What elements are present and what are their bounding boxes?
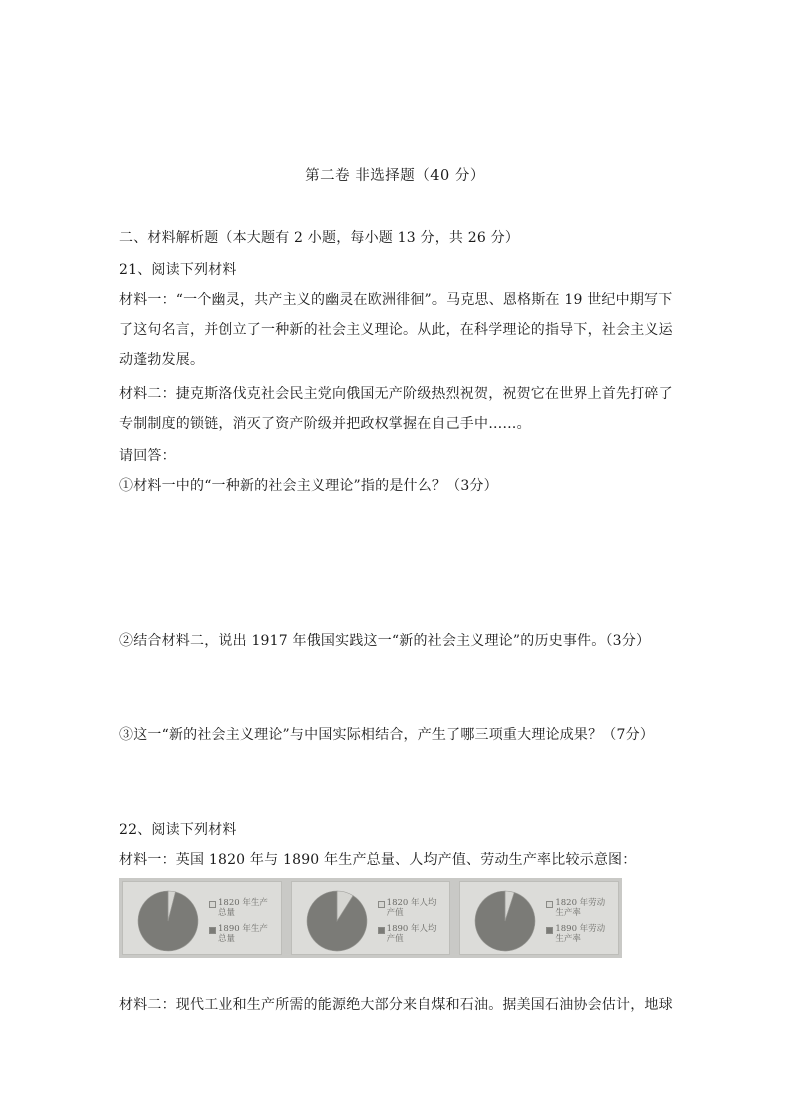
page-title: 第二卷 非选择题（40 分） <box>305 168 485 184</box>
q21-question-1: ①材料一中的“一种新的社会主义理论”指的是什么？（3分） <box>119 478 498 494</box>
legend-entry <box>378 898 437 918</box>
q21-question-3: ③这一“新的社会主义理论”与中国实际相结合，产生了哪三项重大理论成果？（7分） <box>119 727 655 743</box>
legend-swatch <box>546 901 553 908</box>
pie-chart-figure <box>119 878 622 958</box>
legend-swatch <box>209 901 216 908</box>
legend-label: 1890 年生产 总量 <box>218 924 268 944</box>
legend-entry <box>209 898 268 918</box>
legend-label: 1820 年生产 总量 <box>218 898 268 918</box>
pie-panel <box>291 881 451 955</box>
pie-slice <box>475 891 535 951</box>
q21-material1-line: 了这句名言，并创立了一种新的社会主义理论。从此，在科学理论的指导下，社会主义运 <box>119 322 673 338</box>
pie-slice <box>307 891 367 951</box>
q21-material1-line: 动蓬勃发展。 <box>119 352 205 368</box>
legend-label: 1820 年劳动 生产率 <box>555 898 606 918</box>
legend-entry <box>209 924 268 944</box>
q21-label: 21、阅读下列材料 <box>119 262 237 278</box>
pie-chart <box>304 888 370 954</box>
q21-question-2: ②结合材料二，说出 1917 年俄国实践这一“新的社会主义理论”的历史事件。（3分） <box>119 633 651 649</box>
pie-legend <box>209 898 268 950</box>
legend-label: 1890 年人均 产值 <box>386 924 437 944</box>
q21-material2-line: 专制制度的锁链，消灭了资产阶级并把政权掌握在自己手中……。 <box>119 416 531 432</box>
pie-slice <box>138 891 198 951</box>
q21-material1-line: 材料一：“一个幽灵，共产主义的幽灵在欧洲徘徊”。马克思、恩格斯在 19 世纪中期写下 <box>119 292 673 308</box>
q22-material2: 材料二：现代工业和生产所需的能源绝大部分来自煤和石油。据美国石油协会估计，地球 <box>119 997 673 1013</box>
legend-entry <box>546 924 605 944</box>
legend-label: 1890 年劳动 生产率 <box>555 924 606 944</box>
q21-prompt: 请回答： <box>119 448 176 464</box>
legend-entry <box>546 898 605 918</box>
pie-legend <box>378 898 437 950</box>
pie-chart <box>135 888 201 954</box>
legend-swatch <box>209 927 216 934</box>
legend-swatch <box>546 927 553 934</box>
legend-label: 1820 年人均 产值 <box>386 898 437 918</box>
pie-panel <box>459 881 619 955</box>
q21-material2-line: 材料二：捷克斯洛伐克社会民主党向俄国无产阶级热烈祝贺，祝贺它在世界上首先打碎了 <box>119 386 673 402</box>
pie-legend <box>546 898 605 950</box>
legend-entry <box>378 924 437 944</box>
section-heading: 二、材料解析题（本大题有 2 小题，每小题 13 分，共 26 分） <box>119 230 520 246</box>
q22-material1: 材料一：英国 1820 年与 1890 年生产总量、人均产值、劳动生产率比较示意图： <box>119 852 637 868</box>
pie-panel <box>122 881 282 955</box>
q22-label: 22、阅读下列材料 <box>119 822 237 838</box>
legend-swatch <box>378 901 385 908</box>
legend-swatch <box>378 927 385 934</box>
pie-chart <box>472 888 538 954</box>
